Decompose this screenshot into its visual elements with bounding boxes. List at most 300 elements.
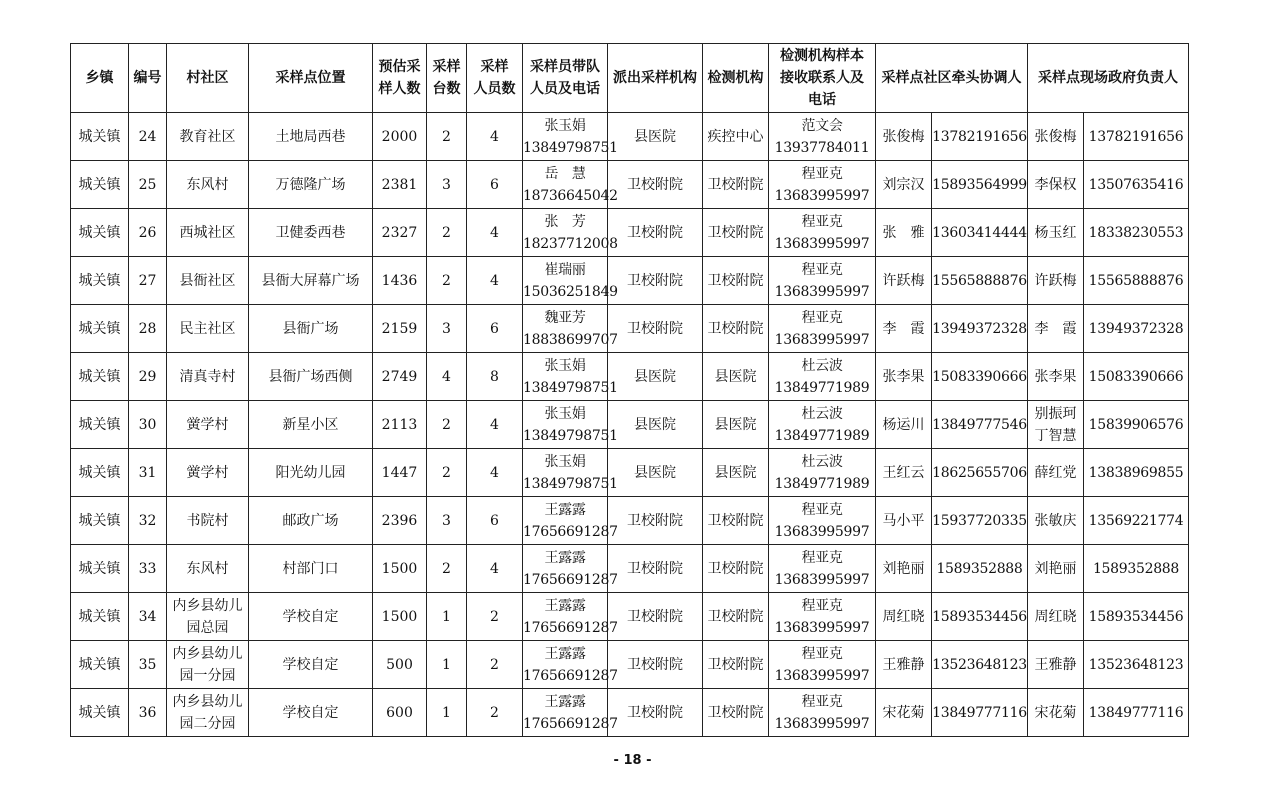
- dispatch-institution-cell: 卫校附院: [608, 641, 703, 689]
- cell-line: 别振珂: [1034, 405, 1077, 422]
- cell-line: 园二分园: [179, 715, 236, 732]
- government-officer-name-cell: [1028, 545, 1084, 593]
- lab-contact-cell: [769, 641, 876, 689]
- coordinator-name-cell: 杨运川: [876, 401, 932, 449]
- estimated-people-cell: 2396: [373, 497, 427, 545]
- cell-line: 13683995997: [774, 715, 870, 732]
- header-town: 乡镇: [71, 44, 129, 113]
- cell-line: 13937784011: [774, 139, 870, 156]
- table-row: [71, 257, 1189, 305]
- town-cell: 城关镇: [71, 641, 129, 689]
- government-officer-name-cell: [1028, 449, 1084, 497]
- cell-line: 程亚克: [801, 261, 843, 278]
- table-row: [71, 353, 1189, 401]
- cell-line: 李 霞: [1034, 320, 1077, 337]
- coordinator-name-cell: 李 霞: [876, 305, 932, 353]
- coordinator-name-cell: 王红云: [876, 449, 932, 497]
- number-cell: 35: [129, 641, 167, 689]
- sampling-staff-cell: 2: [467, 689, 523, 737]
- government-officer-name-cell: [1028, 593, 1084, 641]
- location-cell: 阳光幼儿园: [249, 449, 373, 497]
- cell-line: 张玉娟: [544, 453, 586, 470]
- testing-institution-cell: 卫校附院: [703, 161, 769, 209]
- community-cell: [167, 305, 249, 353]
- sampling-units-cell: 2: [427, 401, 467, 449]
- number-cell: 34: [129, 593, 167, 641]
- community-cell: [167, 257, 249, 305]
- cell-line: 魏亚芳: [544, 309, 586, 326]
- cell-line: 程亚克: [801, 549, 843, 566]
- sampling-staff-cell: 4: [467, 113, 523, 161]
- community-cell: [167, 689, 249, 737]
- sampling-units-cell: 2: [427, 113, 467, 161]
- testing-institution-cell: 卫校附院: [703, 497, 769, 545]
- team-leader-cell: [523, 161, 618, 209]
- location-cell: 县衙大屏幕广场: [249, 257, 373, 305]
- testing-institution-cell: 卫校附院: [703, 593, 769, 641]
- sampling-units-cell: 2: [427, 257, 467, 305]
- team-leader-cell: [523, 689, 618, 737]
- town-cell: 城关镇: [71, 689, 129, 737]
- cell-line: 13849798751: [523, 139, 618, 156]
- sampling-staff-cell: 4: [467, 257, 523, 305]
- government-officer-phone-cell: 18338230553: [1084, 209, 1189, 257]
- cell-line: 刘艳丽: [1034, 560, 1077, 577]
- table-row: [71, 305, 1189, 353]
- government-officer-phone-cell: 13523648123: [1084, 641, 1189, 689]
- cell-line: 程亚克: [801, 597, 843, 614]
- cell-line: 17656691287: [523, 667, 618, 684]
- header-government-officer: 采样点现场政府负责人: [1028, 44, 1189, 113]
- lab-contact-cell: [769, 257, 876, 305]
- estimated-people-cell: 1447: [373, 449, 427, 497]
- cell-line: 内乡县幼儿: [172, 597, 243, 614]
- coordinator-phone-cell: 15565888876: [932, 257, 1028, 305]
- table-row: [71, 401, 1189, 449]
- government-officer-name-cell: [1028, 689, 1084, 737]
- community-cell: [167, 113, 249, 161]
- cell-line: 程亚克: [801, 501, 843, 518]
- table-row: [71, 209, 1189, 257]
- town-cell: 城关镇: [71, 161, 129, 209]
- cell-line: 18237712008: [523, 235, 618, 252]
- sampling-staff-cell: 6: [467, 497, 523, 545]
- header-community-coordinator: 采样点社区牵头协调人: [876, 44, 1028, 113]
- table-row: [71, 113, 1189, 161]
- estimated-people-cell: 2113: [373, 401, 427, 449]
- location-cell: 万德隆广场: [249, 161, 373, 209]
- coordinator-phone-cell: 15893564999: [932, 161, 1028, 209]
- table-row: [71, 689, 1189, 737]
- location-cell: 村部门口: [249, 545, 373, 593]
- lab-contact-cell: [769, 689, 876, 737]
- community-cell: [167, 593, 249, 641]
- testing-institution-cell: 疾控中心: [703, 113, 769, 161]
- coordinator-name-cell: 宋花菊: [876, 689, 932, 737]
- government-officer-phone-cell: 13849777116: [1084, 689, 1189, 737]
- sampling-staff-cell: 2: [467, 641, 523, 689]
- cell-line: 杜云波: [801, 453, 843, 470]
- cell-line: 13683995997: [774, 331, 870, 348]
- cell-line: 17656691287: [523, 571, 618, 588]
- table-row: [71, 497, 1189, 545]
- table-body: [71, 113, 1189, 737]
- testing-institution-cell: 县医院: [703, 449, 769, 497]
- cell-line: 内乡县幼儿: [172, 693, 243, 710]
- sampling-units-cell: 3: [427, 305, 467, 353]
- community-cell: [167, 545, 249, 593]
- dispatch-institution-cell: 卫校附院: [608, 689, 703, 737]
- header-community: 村社区: [167, 44, 249, 113]
- team-leader-cell: [523, 641, 618, 689]
- community-cell: [167, 641, 249, 689]
- dispatch-institution-cell: 卫校附院: [608, 305, 703, 353]
- government-officer-phone-cell: 13949372328: [1084, 305, 1189, 353]
- number-cell: 31: [129, 449, 167, 497]
- number-cell: 24: [129, 113, 167, 161]
- sampling-units-cell: 2: [427, 209, 467, 257]
- coordinator-name-cell: 许跃梅: [876, 257, 932, 305]
- cell-line: 许跃梅: [1034, 272, 1077, 289]
- team-leader-cell: [523, 497, 618, 545]
- cell-line: 清真寺村: [179, 368, 236, 385]
- team-leader-cell: [523, 593, 618, 641]
- header-line: 人员数: [473, 81, 516, 97]
- dispatch-institution-cell: 卫校附院: [608, 497, 703, 545]
- coordinator-name-cell: 张李果: [876, 353, 932, 401]
- cell-line: 杜云波: [801, 357, 843, 374]
- header-line: 电话: [808, 92, 836, 108]
- lab-contact-cell: [769, 113, 876, 161]
- cell-line: 张玉娟: [544, 357, 586, 374]
- header-row: [71, 44, 1189, 113]
- cell-line: 13849798751: [523, 475, 618, 492]
- team-leader-cell: [523, 209, 618, 257]
- cell-line: 18736645042: [523, 187, 618, 204]
- town-cell: 城关镇: [71, 497, 129, 545]
- community-cell: [167, 449, 249, 497]
- cell-line: 王露露: [544, 693, 586, 710]
- sampling-staff-cell: 2: [467, 593, 523, 641]
- number-cell: 32: [129, 497, 167, 545]
- sampling-units-cell: 3: [427, 497, 467, 545]
- cell-line: 13849771989: [774, 475, 870, 492]
- header-line: 采样: [480, 59, 509, 75]
- community-cell: [167, 401, 249, 449]
- table-row: [71, 545, 1189, 593]
- town-cell: 城关镇: [71, 545, 129, 593]
- header-line: 样人数: [378, 81, 421, 97]
- number-cell: 36: [129, 689, 167, 737]
- cell-line: 张俊梅: [1034, 128, 1077, 145]
- lab-contact-cell: [769, 161, 876, 209]
- header-line: 台数: [432, 81, 461, 97]
- cell-line: 黉学村: [186, 416, 229, 433]
- table-row: [71, 641, 1189, 689]
- coordinator-phone-cell: 13949372328: [932, 305, 1028, 353]
- testing-institution-cell: 县医院: [703, 353, 769, 401]
- estimated-people-cell: 2000: [373, 113, 427, 161]
- location-cell: 新星小区: [249, 401, 373, 449]
- coordinator-name-cell: 王雅静: [876, 641, 932, 689]
- header-testing-institution: 检测机构: [703, 44, 769, 113]
- town-cell: 城关镇: [71, 449, 129, 497]
- header-dispatch-institution: 派出采样机构: [608, 44, 703, 113]
- sampling-units-cell: 1: [427, 593, 467, 641]
- cell-line: 黉学村: [186, 464, 229, 481]
- lab-contact-cell: [769, 593, 876, 641]
- government-officer-name-cell: [1028, 257, 1084, 305]
- lab-contact-cell: [769, 209, 876, 257]
- coordinator-name-cell: 刘艳丽: [876, 545, 932, 593]
- government-officer-name-cell: [1028, 209, 1084, 257]
- location-cell: 县衙广场西侧: [249, 353, 373, 401]
- cell-line: 程亚克: [801, 213, 843, 230]
- coordinator-name-cell: 张俊梅: [876, 113, 932, 161]
- header-line: 采样员带队: [530, 59, 600, 75]
- location-cell: 邮政广场: [249, 497, 373, 545]
- dispatch-institution-cell: 卫校附院: [608, 545, 703, 593]
- sampling-staff-cell: 6: [467, 305, 523, 353]
- government-officer-phone-cell: 1589352888: [1084, 545, 1189, 593]
- government-officer-name-cell: [1028, 497, 1084, 545]
- coordinator-phone-cell: 15937720335: [932, 497, 1028, 545]
- cell-line: 张玉娟: [544, 405, 586, 422]
- cell-line: 15036251849: [523, 283, 618, 300]
- team-leader-cell: [523, 545, 618, 593]
- government-officer-name-cell: [1028, 113, 1084, 161]
- sampling-staff-cell: 6: [467, 161, 523, 209]
- header-sampling-staff: [467, 44, 523, 113]
- cell-line: 17656691287: [523, 619, 618, 636]
- dispatch-institution-cell: 卫校附院: [608, 257, 703, 305]
- government-officer-phone-cell: 15893534456: [1084, 593, 1189, 641]
- location-cell: 县衙广场: [249, 305, 373, 353]
- testing-institution-cell: 卫校附院: [703, 257, 769, 305]
- team-leader-cell: [523, 257, 618, 305]
- testing-institution-cell: 卫校附院: [703, 545, 769, 593]
- community-cell: [167, 161, 249, 209]
- lab-contact-cell: [769, 545, 876, 593]
- cell-line: 县衙社区: [179, 272, 236, 289]
- cell-line: 民主社区: [179, 320, 236, 337]
- coordinator-name-cell: 张 雅: [876, 209, 932, 257]
- cell-line: 东风村: [186, 176, 229, 193]
- cell-line: 13683995997: [774, 619, 870, 636]
- cell-line: 13683995997: [774, 187, 870, 204]
- number-cell: 27: [129, 257, 167, 305]
- header-team-leader: [523, 44, 608, 113]
- coordinator-phone-cell: 13849777116: [932, 689, 1028, 737]
- government-officer-phone-cell: 13569221774: [1084, 497, 1189, 545]
- government-officer-name-cell: [1028, 401, 1084, 449]
- cell-line: 园总园: [186, 619, 229, 636]
- cell-line: 13683995997: [774, 667, 870, 684]
- team-leader-cell: [523, 113, 618, 161]
- estimated-people-cell: 2159: [373, 305, 427, 353]
- town-cell: 城关镇: [71, 113, 129, 161]
- lab-contact-cell: [769, 497, 876, 545]
- community-cell: [167, 209, 249, 257]
- cell-line: 崔瑞丽: [544, 261, 586, 278]
- cell-line: 王露露: [544, 549, 586, 566]
- estimated-people-cell: 2749: [373, 353, 427, 401]
- location-cell: 土地局西巷: [249, 113, 373, 161]
- cell-line: 丁智慧: [1034, 427, 1077, 444]
- cell-line: 程亚克: [801, 309, 843, 326]
- cell-line: 范文会: [801, 117, 843, 134]
- government-officer-phone-cell: 15083390666: [1084, 353, 1189, 401]
- sampling-units-cell: 1: [427, 641, 467, 689]
- lab-contact-cell: [769, 305, 876, 353]
- coordinator-phone-cell: 13603414444: [932, 209, 1028, 257]
- cell-line: 17656691287: [523, 715, 618, 732]
- cell-line: 13683995997: [774, 571, 870, 588]
- team-leader-cell: [523, 305, 618, 353]
- estimated-people-cell: 600: [373, 689, 427, 737]
- header-location: 采样点位置: [249, 44, 373, 113]
- number-cell: 33: [129, 545, 167, 593]
- sampling-staff-cell: 4: [467, 401, 523, 449]
- cell-line: 王雅静: [1034, 656, 1077, 673]
- number-cell: 30: [129, 401, 167, 449]
- number-cell: 26: [129, 209, 167, 257]
- location-cell: 学校自定: [249, 593, 373, 641]
- location-cell: 学校自定: [249, 641, 373, 689]
- government-officer-name-cell: [1028, 641, 1084, 689]
- sampling-staff-cell: 8: [467, 353, 523, 401]
- cell-line: 13849798751: [523, 379, 618, 396]
- cell-line: 西城社区: [179, 224, 236, 241]
- community-cell: [167, 497, 249, 545]
- cell-line: 17656691287: [523, 523, 618, 540]
- dispatch-institution-cell: 卫校附院: [608, 161, 703, 209]
- cell-line: 13849771989: [774, 379, 870, 396]
- sampling-units-cell: 2: [427, 449, 467, 497]
- government-officer-phone-cell: 13507635416: [1084, 161, 1189, 209]
- team-leader-cell: [523, 449, 618, 497]
- cell-line: 王露露: [544, 645, 586, 662]
- header-line: 采样: [432, 59, 461, 75]
- sampling-schedule-table: [70, 43, 1189, 737]
- testing-institution-cell: 卫校附院: [703, 305, 769, 353]
- estimated-people-cell: 500: [373, 641, 427, 689]
- sampling-staff-cell: 4: [467, 449, 523, 497]
- coordinator-phone-cell: 13849777546: [932, 401, 1028, 449]
- coordinator-phone-cell: 1589352888: [932, 545, 1028, 593]
- table-row: [71, 449, 1189, 497]
- table-row: [71, 593, 1189, 641]
- town-cell: 城关镇: [71, 305, 129, 353]
- cell-line: 13683995997: [774, 283, 870, 300]
- page-number: - 18 -: [613, 753, 652, 768]
- dispatch-institution-cell: 卫校附院: [608, 593, 703, 641]
- cell-line: 张玉娟: [544, 117, 586, 134]
- cell-line: 13683995997: [774, 523, 870, 540]
- cell-line: 程亚克: [801, 165, 843, 182]
- dispatch-institution-cell: 县医院: [608, 113, 703, 161]
- sampling-units-cell: 4: [427, 353, 467, 401]
- town-cell: 城关镇: [71, 209, 129, 257]
- dispatch-institution-cell: 卫校附院: [608, 209, 703, 257]
- cell-line: 东风村: [186, 560, 229, 577]
- government-officer-name-cell: [1028, 353, 1084, 401]
- town-cell: 城关镇: [71, 257, 129, 305]
- number-cell: 28: [129, 305, 167, 353]
- header-lab-contact: [769, 44, 876, 113]
- cell-line: 王露露: [544, 597, 586, 614]
- government-officer-phone-cell: 15565888876: [1084, 257, 1189, 305]
- sampling-units-cell: 2: [427, 545, 467, 593]
- cell-line: 书院村: [186, 512, 229, 529]
- coordinator-phone-cell: 18625655706: [932, 449, 1028, 497]
- cell-line: 宋花菊: [1034, 704, 1077, 721]
- lab-contact-cell: [769, 449, 876, 497]
- cell-line: 杨玉红: [1034, 224, 1077, 241]
- header-estimated-people: [373, 44, 427, 113]
- table-row: [71, 161, 1189, 209]
- cell-line: 13683995997: [774, 235, 870, 252]
- location-cell: 卫健委西巷: [249, 209, 373, 257]
- cell-line: 13849771989: [774, 427, 870, 444]
- cell-line: 园一分园: [179, 667, 236, 684]
- cell-line: 岳 慧: [544, 165, 586, 182]
- cell-line: 教育社区: [179, 128, 236, 145]
- coordinator-name-cell: 马小平: [876, 497, 932, 545]
- town-cell: 城关镇: [71, 401, 129, 449]
- cell-line: 王露露: [544, 501, 586, 518]
- lab-contact-cell: [769, 353, 876, 401]
- coordinator-name-cell: 周红晓: [876, 593, 932, 641]
- team-leader-cell: [523, 401, 618, 449]
- town-cell: 城关镇: [71, 353, 129, 401]
- testing-institution-cell: 县医院: [703, 401, 769, 449]
- coordinator-phone-cell: 13523648123: [932, 641, 1028, 689]
- cell-line: 李保权: [1034, 176, 1077, 193]
- sampling-units-cell: 1: [427, 689, 467, 737]
- testing-institution-cell: 卫校附院: [703, 209, 769, 257]
- sampling-staff-cell: 4: [467, 209, 523, 257]
- government-officer-phone-cell: 13838969855: [1084, 449, 1189, 497]
- coordinator-name-cell: 刘宗汉: [876, 161, 932, 209]
- estimated-people-cell: 1500: [373, 593, 427, 641]
- team-leader-cell: [523, 353, 618, 401]
- cell-line: 杜云波: [801, 405, 843, 422]
- estimated-people-cell: 2327: [373, 209, 427, 257]
- government-officer-phone-cell: 13782191656: [1084, 113, 1189, 161]
- cell-line: 张敏庆: [1034, 512, 1077, 529]
- community-cell: [167, 353, 249, 401]
- cell-line: 18838699707: [523, 331, 618, 348]
- header-number: 编号: [129, 44, 167, 113]
- town-cell: 城关镇: [71, 593, 129, 641]
- sampling-units-cell: 3: [427, 161, 467, 209]
- header-sampling-units: [427, 44, 467, 113]
- cell-line: 程亚克: [801, 645, 843, 662]
- number-cell: 25: [129, 161, 167, 209]
- coordinator-phone-cell: 15893534456: [932, 593, 1028, 641]
- header-line: 接收联系人及: [780, 70, 864, 86]
- coordinator-phone-cell: 13782191656: [932, 113, 1028, 161]
- dispatch-institution-cell: 县医院: [608, 353, 703, 401]
- cell-line: 张李果: [1034, 368, 1077, 385]
- location-cell: 学校自定: [249, 689, 373, 737]
- lab-contact-cell: [769, 401, 876, 449]
- testing-institution-cell: 卫校附院: [703, 689, 769, 737]
- cell-line: 薛红党: [1034, 464, 1077, 481]
- government-officer-name-cell: [1028, 305, 1084, 353]
- dispatch-institution-cell: 县医院: [608, 401, 703, 449]
